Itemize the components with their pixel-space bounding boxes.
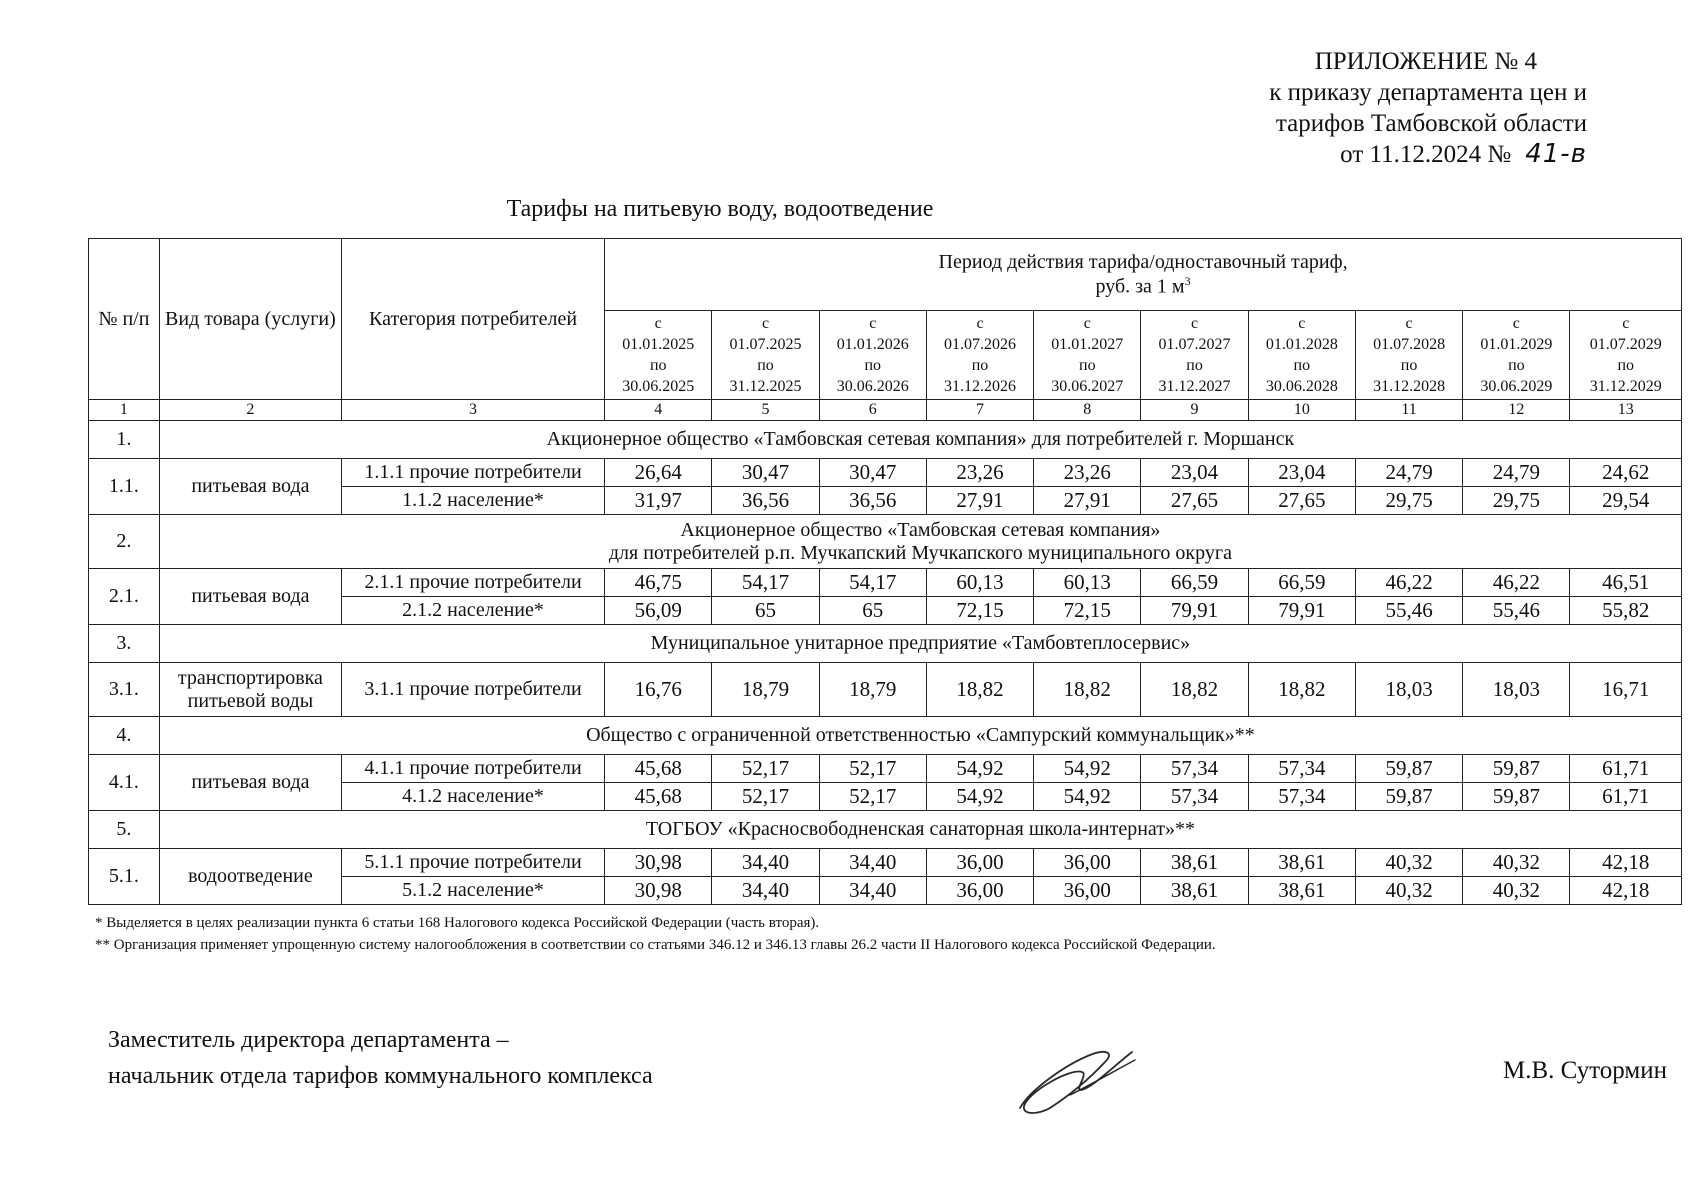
order-date: от 11.12.2024 № bbox=[1340, 141, 1512, 168]
subsection-number: 5.1. bbox=[89, 849, 160, 905]
column-number-cell: 11 bbox=[1355, 400, 1462, 421]
column-number-cell: 5 bbox=[712, 400, 819, 421]
header-period-unit: руб. за 1 м bbox=[1095, 275, 1185, 298]
tariff-value: 46,22 bbox=[1463, 569, 1570, 597]
tariff-value: 30,98 bbox=[605, 849, 712, 877]
order-date-line bbox=[1269, 139, 1587, 170]
tariff-value: 18,03 bbox=[1463, 663, 1570, 717]
period-from-date: 01.07.2028 bbox=[1373, 336, 1446, 353]
section-number: 5. bbox=[89, 811, 160, 849]
tariff-value: 57,34 bbox=[1248, 755, 1355, 783]
period-to-word: по bbox=[1293, 357, 1311, 374]
period-from-word: с bbox=[761, 315, 770, 332]
period-to-word: по bbox=[1079, 357, 1096, 374]
consumer-category: 2.1.2 население* bbox=[341, 597, 604, 625]
consumer-category: 4.1.2 население* bbox=[341, 783, 604, 811]
consumer-category: 5.1.1 прочие потребители bbox=[341, 849, 604, 877]
tariff-value: 23,26 bbox=[926, 459, 1033, 487]
period-header-cell bbox=[1570, 311, 1682, 400]
tariff-value: 34,40 bbox=[712, 849, 819, 877]
period-to-word: по bbox=[757, 357, 774, 374]
tariff-value: 18,79 bbox=[712, 663, 819, 717]
subsection-number: 1.1. bbox=[89, 459, 160, 515]
period-from-date: 01.01.2027 bbox=[1051, 336, 1124, 353]
period-from-word: с bbox=[654, 315, 662, 332]
tariff-value: 52,17 bbox=[712, 783, 819, 811]
header-period bbox=[605, 239, 1682, 311]
tariff-value: 61,71 bbox=[1570, 783, 1682, 811]
tariff-value: 23,04 bbox=[1141, 459, 1248, 487]
tariff-value: 59,87 bbox=[1355, 783, 1462, 811]
service-type: питьевая вода bbox=[159, 459, 341, 515]
period-from-word: с bbox=[976, 315, 984, 332]
tariff-value: 18,82 bbox=[1248, 663, 1355, 717]
footnote-simplified-tax: ** Организация применяет упрощенную систему налогообложения в соответствии со статьями 346.12 и 346.13 главы 26.2 части II Налогового кодекса Российской Федерации. bbox=[95, 937, 1216, 953]
tariff-value: 24,79 bbox=[1463, 459, 1570, 487]
tariff-value: 29,75 bbox=[1355, 487, 1462, 515]
column-number-cell: 1 bbox=[89, 400, 160, 421]
tariff-value: 29,75 bbox=[1463, 487, 1570, 515]
tariff-value: 54,17 bbox=[819, 569, 926, 597]
tariff-value: 40,32 bbox=[1355, 877, 1462, 905]
period-header-cell bbox=[1355, 311, 1462, 400]
organization-row bbox=[89, 515, 1682, 569]
tariff-value: 18,82 bbox=[1141, 663, 1248, 717]
service-type: транспортировка питьевой воды bbox=[159, 663, 341, 717]
tariff-value: 34,40 bbox=[819, 849, 926, 877]
column-number-cell: 3 bbox=[341, 400, 604, 421]
tariff-value: 30,98 bbox=[605, 877, 712, 905]
period-from-word: с bbox=[1191, 315, 1199, 332]
organization-name-cell bbox=[159, 625, 1681, 663]
consumer-category: 3.1.1 прочие потребители bbox=[341, 663, 604, 717]
tariff-table bbox=[88, 238, 1682, 905]
tariff-value: 34,40 bbox=[712, 877, 819, 905]
appendix-header bbox=[1269, 46, 1587, 170]
signatory-position-line2: начальник отдела тарифов коммунального комплекса bbox=[108, 1063, 653, 1089]
period-from-word: с bbox=[1298, 315, 1306, 332]
footnotes bbox=[95, 912, 1216, 956]
tariff-value: 38,61 bbox=[1248, 877, 1355, 905]
tariff-value: 29,54 bbox=[1570, 487, 1682, 515]
period-to-word: по bbox=[971, 357, 989, 374]
period-from-date: 01.01.2025 bbox=[622, 336, 695, 353]
period-to-date: 30.06.2025 bbox=[622, 378, 695, 395]
tariff-value: 18,82 bbox=[926, 663, 1033, 717]
organization-name: Акционерное общество «Тамбовская сетевая компания» bbox=[680, 518, 1161, 541]
tariff-value: 27,65 bbox=[1141, 487, 1248, 515]
tariff-value: 54,92 bbox=[1034, 783, 1141, 811]
tariff-value: 59,87 bbox=[1463, 755, 1570, 783]
subsection-number: 3.1. bbox=[89, 663, 160, 717]
header-period-line1: Период действия тарифа/одноставочный тариф, bbox=[938, 250, 1348, 273]
footnote-vat: * Выделяется в целях реализации пункта 6 статьи 168 Налогового кодекса Российской Федерации (часть вторая). bbox=[95, 915, 820, 931]
consumer-category: 2.1.1 прочие потребители bbox=[341, 569, 604, 597]
period-from-date: 01.01.2028 bbox=[1265, 336, 1338, 353]
column-number-cell: 2 bbox=[159, 400, 341, 421]
period-to-date: 30.06.2028 bbox=[1265, 378, 1338, 395]
section-number: 4. bbox=[89, 717, 160, 755]
header-service: Вид товара (услуги) bbox=[159, 239, 341, 400]
header-category: Категория потребителей bbox=[341, 239, 604, 400]
tariff-value: 18,79 bbox=[819, 663, 926, 717]
organization-name: ТОГБОУ «Красносвободненская санаторная школа-интернат»** bbox=[645, 818, 1196, 840]
appendix-number: ПРИЛОЖЕНИЕ № 4 bbox=[1314, 48, 1537, 75]
period-header-cell bbox=[926, 311, 1033, 400]
document-title: Тарифы на питьевую воду, водоотведение bbox=[506, 196, 934, 222]
handwritten-signature bbox=[1010, 1040, 1140, 1120]
period-to-word: по bbox=[864, 357, 882, 374]
tariff-value: 45,68 bbox=[605, 783, 712, 811]
tariff-value: 46,75 bbox=[605, 569, 712, 597]
column-number-cell: 8 bbox=[1034, 400, 1141, 421]
tariff-row bbox=[89, 569, 1682, 597]
column-number-cell: 10 bbox=[1248, 400, 1355, 421]
tariff-value: 59,87 bbox=[1355, 755, 1462, 783]
organization-name: Муниципальное унитарное предприятие «Тамбовтеплосервис» bbox=[650, 632, 1191, 654]
period-to-word: по bbox=[1508, 357, 1525, 374]
tariff-value: 18,03 bbox=[1355, 663, 1462, 717]
period-header-cell bbox=[1034, 311, 1141, 400]
consumer-category: 1.1.2 население* bbox=[341, 487, 604, 515]
period-from-word: с bbox=[869, 315, 877, 332]
tariff-value: 30,47 bbox=[819, 459, 926, 487]
tariff-value: 34,40 bbox=[819, 877, 926, 905]
tariff-value: 54,92 bbox=[926, 755, 1033, 783]
period-to-word: по bbox=[1186, 357, 1203, 374]
tariff-value: 57,34 bbox=[1248, 783, 1355, 811]
tariff-value: 54,92 bbox=[1034, 755, 1141, 783]
tariff-value: 59,87 bbox=[1463, 783, 1570, 811]
tariff-value: 46,51 bbox=[1570, 569, 1682, 597]
tariff-value: 54,17 bbox=[712, 569, 819, 597]
section-number: 2. bbox=[89, 515, 160, 569]
header-period-unit-sup: 3 bbox=[1184, 273, 1191, 288]
order-number-handwritten: 41-в bbox=[1525, 139, 1587, 169]
tariff-value: 55,82 bbox=[1570, 597, 1682, 625]
period-to-date: 31.12.2026 bbox=[944, 378, 1017, 395]
tariff-value: 52,17 bbox=[819, 755, 926, 783]
tariff-value: 57,34 bbox=[1141, 755, 1248, 783]
tariff-value: 16,76 bbox=[605, 663, 712, 717]
tariff-value: 24,79 bbox=[1355, 459, 1462, 487]
tariff-value: 72,15 bbox=[1034, 597, 1141, 625]
period-from-date: 01.07.2026 bbox=[944, 336, 1017, 353]
tariff-value: 16,71 bbox=[1570, 663, 1682, 717]
tariff-value: 66,59 bbox=[1141, 569, 1248, 597]
tariff-value: 79,91 bbox=[1141, 597, 1248, 625]
tariff-value: 27,65 bbox=[1248, 487, 1355, 515]
tariff-value: 26,64 bbox=[605, 459, 712, 487]
signatory-name: М.В. Сутормин bbox=[1502, 1057, 1667, 1084]
period-to-word: по bbox=[1617, 357, 1635, 374]
subsection-number: 4.1. bbox=[89, 755, 160, 811]
tariff-value: 36,00 bbox=[1034, 877, 1141, 905]
organization-name-cell bbox=[159, 811, 1681, 849]
column-number-cell: 4 bbox=[605, 400, 712, 421]
period-header-cell bbox=[819, 311, 926, 400]
column-number-cell: 13 bbox=[1570, 400, 1682, 421]
consumer-category: 1.1.1 прочие потребители bbox=[341, 459, 604, 487]
tariff-row bbox=[89, 849, 1682, 877]
tariff-value: 27,91 bbox=[1034, 487, 1141, 515]
section-number: 1. bbox=[89, 421, 160, 459]
tariff-value: 30,47 bbox=[712, 459, 819, 487]
period-to-date: 30.06.2026 bbox=[836, 378, 909, 395]
tariff-value: 42,18 bbox=[1570, 877, 1682, 905]
tariff-value: 72,15 bbox=[926, 597, 1033, 625]
organization-name-cell bbox=[159, 717, 1681, 755]
period-from-date: 01.01.2029 bbox=[1480, 336, 1553, 353]
organization-row bbox=[89, 625, 1682, 663]
period-to-date: 31.12.2028 bbox=[1373, 378, 1446, 395]
tariff-value: 40,32 bbox=[1355, 849, 1462, 877]
tariff-value: 65 bbox=[712, 597, 819, 625]
tariff-value: 52,17 bbox=[712, 755, 819, 783]
tariff-value: 55,46 bbox=[1355, 597, 1462, 625]
period-from-date: 01.07.2025 bbox=[729, 336, 802, 353]
tariff-value: 36,00 bbox=[1034, 849, 1141, 877]
signatory-position bbox=[108, 1022, 653, 1094]
tariff-value: 45,68 bbox=[605, 755, 712, 783]
tariff-value: 36,56 bbox=[819, 487, 926, 515]
service-type: питьевая вода bbox=[159, 569, 341, 625]
period-to-date: 31.12.2029 bbox=[1589, 378, 1662, 395]
tariff-row bbox=[89, 755, 1682, 783]
organization-name-line2: для потребителей р.п. Мучкапский Мучкапского муниципального округа bbox=[608, 541, 1232, 564]
section-number: 3. bbox=[89, 625, 160, 663]
period-from-word: с bbox=[1512, 315, 1520, 332]
tariff-value: 40,32 bbox=[1463, 849, 1570, 877]
period-to-word: по bbox=[1400, 357, 1418, 374]
period-header-cell bbox=[1248, 311, 1355, 400]
service-type: питьевая вода bbox=[159, 755, 341, 811]
column-number-cell: 12 bbox=[1463, 400, 1570, 421]
period-to-word: по bbox=[649, 357, 667, 374]
tariff-row bbox=[89, 459, 1682, 487]
period-from-word: с bbox=[1405, 315, 1413, 332]
tariff-value: 24,62 bbox=[1570, 459, 1682, 487]
period-to-date: 30.06.2027 bbox=[1051, 378, 1124, 395]
tariff-value: 36,56 bbox=[712, 487, 819, 515]
tariff-value: 38,61 bbox=[1248, 849, 1355, 877]
period-from-date: 01.07.2027 bbox=[1158, 336, 1231, 353]
department-name: тарифов Тамбовской области bbox=[1275, 110, 1587, 137]
organization-row bbox=[89, 717, 1682, 755]
tariff-value: 38,61 bbox=[1141, 877, 1248, 905]
consumer-category: 5.1.2 население* bbox=[341, 877, 604, 905]
column-number-cell: 9 bbox=[1141, 400, 1248, 421]
period-header-cell bbox=[1463, 311, 1570, 400]
organization-name: Акционерное общество «Тамбовская сетевая компания» для потребителей г. Моршанск bbox=[546, 428, 1295, 450]
organization-row bbox=[89, 811, 1682, 849]
tariff-value: 52,17 bbox=[819, 783, 926, 811]
tariff-value: 57,34 bbox=[1141, 783, 1248, 811]
period-to-date: 30.06.2029 bbox=[1480, 378, 1553, 395]
period-to-date: 31.12.2027 bbox=[1158, 378, 1231, 395]
tariff-value: 65 bbox=[819, 597, 926, 625]
header-number: № п/п bbox=[89, 239, 160, 400]
subsection-number: 2.1. bbox=[89, 569, 160, 625]
tariff-value: 38,61 bbox=[1141, 849, 1248, 877]
service-type: водоотведение bbox=[159, 849, 341, 905]
tariff-value: 79,91 bbox=[1248, 597, 1355, 625]
tariff-value: 40,32 bbox=[1463, 877, 1570, 905]
period-from-date: 01.07.2029 bbox=[1589, 336, 1662, 353]
tariff-value: 31,97 bbox=[605, 487, 712, 515]
period-header-cell bbox=[605, 311, 712, 400]
tariff-value: 23,04 bbox=[1248, 459, 1355, 487]
tariff-value: 18,82 bbox=[1034, 663, 1141, 717]
period-from-word: с bbox=[1622, 315, 1630, 332]
tariff-row bbox=[89, 663, 1682, 717]
period-to-date: 31.12.2025 bbox=[729, 378, 802, 395]
tariff-value: 36,00 bbox=[926, 877, 1033, 905]
organization-row bbox=[89, 421, 1682, 459]
tariff-value: 46,22 bbox=[1355, 569, 1462, 597]
tariff-value: 54,92 bbox=[926, 783, 1033, 811]
period-header-cell bbox=[712, 311, 819, 400]
header-period-line2 bbox=[609, 274, 1677, 299]
organization-name: Общество с ограниченной ответственностью «Сампурский коммунальщик»** bbox=[586, 724, 1255, 746]
tariff-value: 27,91 bbox=[926, 487, 1033, 515]
tariff-value: 60,13 bbox=[1034, 569, 1141, 597]
period-header-cell bbox=[1141, 311, 1248, 400]
consumer-category: 4.1.1 прочие потребители bbox=[341, 755, 604, 783]
tariff-value: 56,09 bbox=[605, 597, 712, 625]
tariff-value: 23,26 bbox=[1034, 459, 1141, 487]
period-from-word: с bbox=[1083, 315, 1091, 332]
tariff-value: 66,59 bbox=[1248, 569, 1355, 597]
order-reference-line: к приказу департамента цен и bbox=[1269, 79, 1587, 106]
period-from-date: 01.01.2026 bbox=[836, 336, 909, 353]
column-number-cell: 6 bbox=[819, 400, 926, 421]
tariff-value: 42,18 bbox=[1570, 849, 1682, 877]
column-number-cell: 7 bbox=[926, 400, 1033, 421]
tariff-value: 60,13 bbox=[926, 569, 1033, 597]
signatory-position-line1: Заместитель директора департамента – bbox=[108, 1027, 509, 1053]
tariff-value: 55,46 bbox=[1463, 597, 1570, 625]
organization-name-cell bbox=[159, 515, 1681, 569]
tariff-value: 36,00 bbox=[926, 849, 1033, 877]
tariff-value: 61,71 bbox=[1570, 755, 1682, 783]
organization-name-cell bbox=[159, 421, 1681, 459]
